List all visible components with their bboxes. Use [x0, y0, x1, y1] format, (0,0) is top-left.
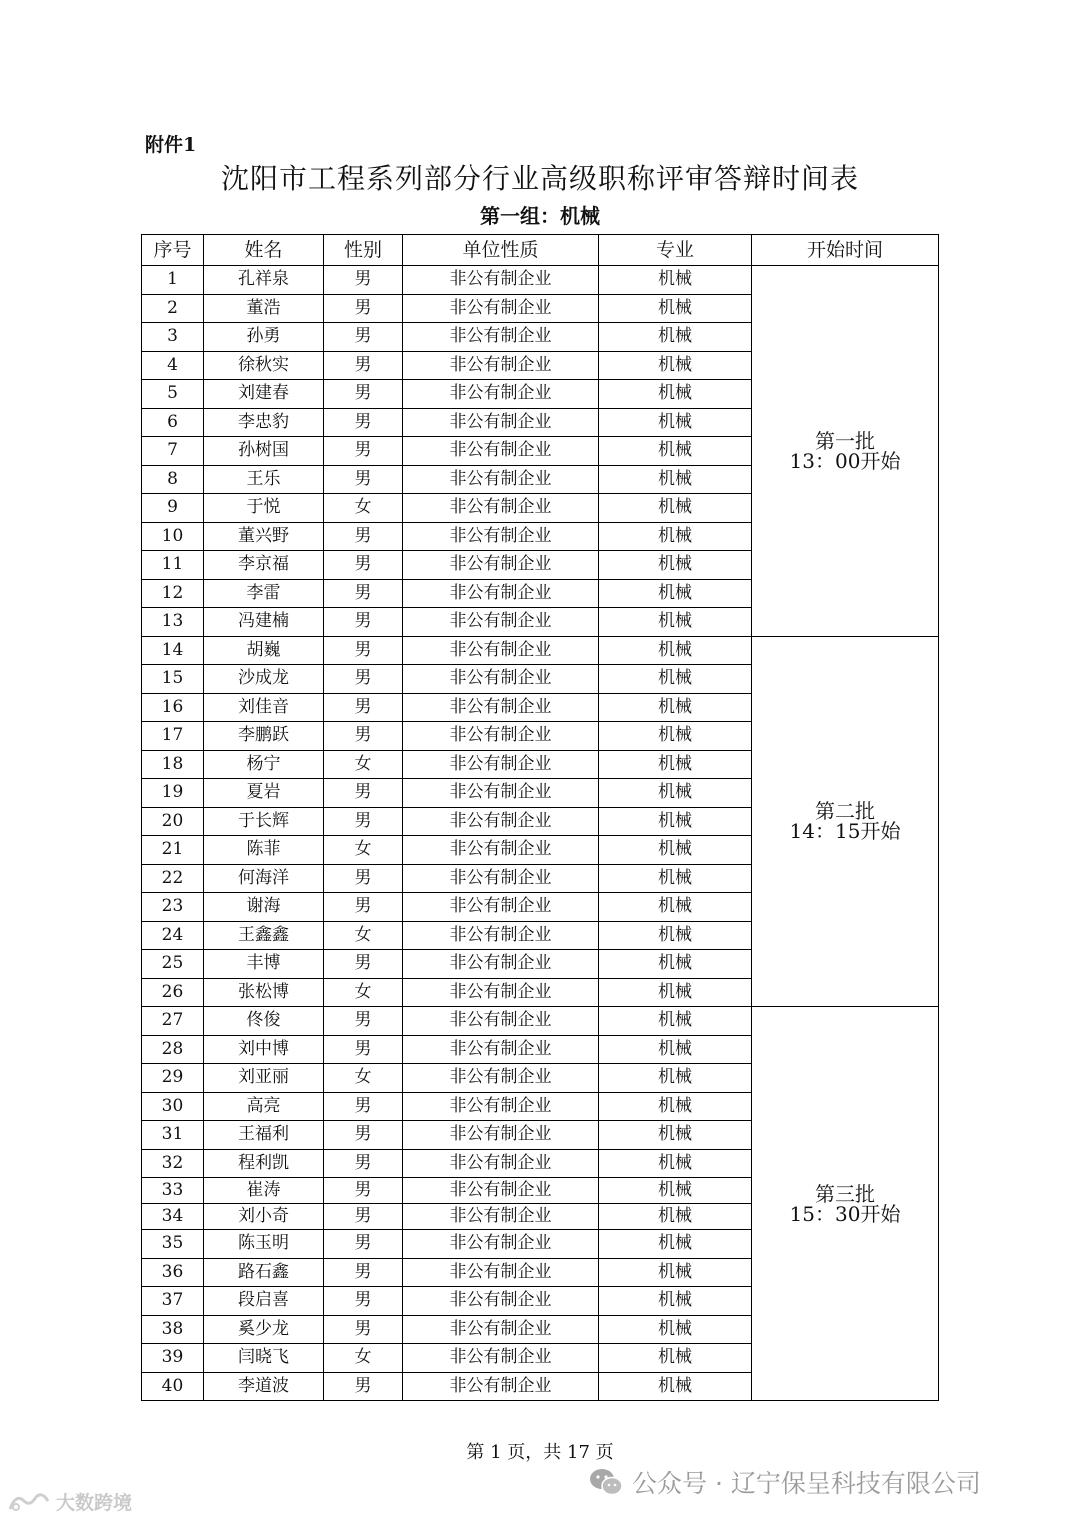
row-name: 于悦 — [204, 494, 324, 523]
row-name: 张松博 — [204, 978, 324, 1007]
row-unit-type: 非公有制企业 — [403, 1149, 599, 1178]
row-index: 21 — [142, 836, 204, 865]
row-index: 37 — [142, 1287, 204, 1316]
row-name: 陈玉明 — [204, 1230, 324, 1259]
row-index: 2 — [142, 294, 204, 323]
row-gender: 男 — [324, 693, 403, 722]
row-gender: 女 — [324, 494, 403, 523]
row-name: 王乐 — [204, 465, 324, 494]
row-index: 32 — [142, 1149, 204, 1178]
row-unit-type: 非公有制企业 — [403, 1315, 599, 1344]
row-name: 沙成龙 — [204, 665, 324, 694]
table-body — [142, 266, 939, 1401]
row-index: 16 — [142, 693, 204, 722]
row-name: 谢海 — [204, 893, 324, 922]
row-index: 36 — [142, 1258, 204, 1287]
row-major: 机械 — [599, 1204, 752, 1230]
row-major: 机械 — [599, 1035, 752, 1064]
row-name: 李雷 — [204, 579, 324, 608]
row-unit-type: 非公有制企业 — [403, 807, 599, 836]
row-major: 机械 — [599, 1315, 752, 1344]
row-index: 19 — [142, 779, 204, 808]
row-index: 7 — [142, 437, 204, 466]
row-unit-type: 非公有制企业 — [403, 836, 599, 865]
row-name: 孔祥泉 — [204, 266, 324, 295]
row-major: 机械 — [599, 921, 752, 950]
row-gender: 女 — [324, 1064, 403, 1093]
row-gender: 男 — [324, 323, 403, 352]
wechat-icon — [588, 1467, 624, 1497]
row-gender: 男 — [324, 1372, 403, 1401]
row-unit-type: 非公有制企业 — [403, 1204, 599, 1230]
row-gender: 男 — [324, 522, 403, 551]
row-gender: 女 — [324, 836, 403, 865]
schedule-table — [141, 234, 939, 1401]
row-gender: 男 — [324, 437, 403, 466]
row-major: 机械 — [599, 1064, 752, 1093]
row-name: 夏岩 — [204, 779, 324, 808]
row-major: 机械 — [599, 1092, 752, 1121]
watermark-logo-icon — [6, 1489, 52, 1515]
row-index: 3 — [142, 323, 204, 352]
attachment-label: 附件1 — [145, 134, 197, 156]
row-gender: 男 — [324, 1315, 403, 1344]
row-unit-type: 非公有制企业 — [403, 1344, 599, 1373]
row-gender: 男 — [324, 779, 403, 808]
row-gender: 男 — [324, 950, 403, 979]
row-unit-type: 非公有制企业 — [403, 1007, 599, 1036]
row-major: 机械 — [599, 807, 752, 836]
page-number: 第 1 页，共 17 页 — [466, 1442, 614, 1463]
row-name: 刘小奇 — [204, 1204, 324, 1230]
row-name: 丰博 — [204, 950, 324, 979]
row-gender: 女 — [324, 1344, 403, 1373]
row-index: 9 — [142, 494, 204, 523]
row-gender: 男 — [324, 1258, 403, 1287]
row-unit-type: 非公有制企业 — [403, 294, 599, 323]
row-name: 程利凯 — [204, 1149, 324, 1178]
row-name: 孙树国 — [204, 437, 324, 466]
column-header-major: 专业 — [599, 235, 752, 266]
row-unit-type: 非公有制企业 — [403, 950, 599, 979]
row-name: 佟俊 — [204, 1007, 324, 1036]
row-index: 26 — [142, 978, 204, 1007]
row-major: 机械 — [599, 579, 752, 608]
row-gender: 男 — [324, 266, 403, 295]
row-index: 10 — [142, 522, 204, 551]
row-name: 李道波 — [204, 1372, 324, 1401]
wechat-account-label: 公众号 · 辽宁保呈科技有限公司 — [632, 1469, 981, 1498]
row-unit-type: 非公有制企业 — [403, 266, 599, 295]
row-major: 机械 — [599, 1258, 752, 1287]
row-major: 机械 — [599, 351, 752, 380]
row-index: 4 — [142, 351, 204, 380]
row-name: 刘佳音 — [204, 693, 324, 722]
row-gender: 男 — [324, 807, 403, 836]
row-unit-type: 非公有制企业 — [403, 1064, 599, 1093]
table-row — [142, 636, 939, 665]
row-gender: 女 — [324, 978, 403, 1007]
row-major: 机械 — [599, 1344, 752, 1373]
row-unit-type: 非公有制企业 — [403, 380, 599, 409]
row-unit-type: 非公有制企业 — [403, 522, 599, 551]
row-name: 李京福 — [204, 551, 324, 580]
row-index: 14 — [142, 636, 204, 665]
row-index: 17 — [142, 722, 204, 751]
batch-name: 第一批 — [815, 428, 875, 453]
column-header-name: 姓名 — [204, 235, 324, 266]
row-name: 胡巍 — [204, 636, 324, 665]
row-unit-type: 非公有制企业 — [403, 1178, 599, 1204]
row-gender: 男 — [324, 1287, 403, 1316]
batch-start-time — [752, 1007, 939, 1401]
row-index: 40 — [142, 1372, 204, 1401]
row-unit-type: 非公有制企业 — [403, 408, 599, 437]
row-gender: 男 — [324, 636, 403, 665]
row-name: 刘建春 — [204, 380, 324, 409]
row-index: 5 — [142, 380, 204, 409]
row-gender: 男 — [324, 1035, 403, 1064]
row-gender: 男 — [324, 551, 403, 580]
row-gender: 女 — [324, 750, 403, 779]
row-name: 闫晓飞 — [204, 1344, 324, 1373]
wechat-account-badge — [588, 1464, 981, 1500]
row-name: 王鑫鑫 — [204, 921, 324, 950]
table-row — [142, 266, 939, 295]
row-gender: 男 — [324, 1121, 403, 1150]
row-unit-type: 非公有制企业 — [403, 608, 599, 637]
table-row — [142, 1007, 939, 1036]
row-unit-type: 非公有制企业 — [403, 722, 599, 751]
row-unit-type: 非公有制企业 — [403, 893, 599, 922]
row-name: 陈菲 — [204, 836, 324, 865]
row-name: 段启喜 — [204, 1287, 324, 1316]
row-index: 6 — [142, 408, 204, 437]
row-gender: 男 — [324, 579, 403, 608]
row-index: 12 — [142, 579, 204, 608]
row-unit-type: 非公有制企业 — [403, 978, 599, 1007]
row-major: 机械 — [599, 1121, 752, 1150]
row-name: 刘亚丽 — [204, 1064, 324, 1093]
row-major: 机械 — [599, 750, 752, 779]
row-gender: 男 — [324, 408, 403, 437]
row-major: 机械 — [599, 1287, 752, 1316]
row-gender: 男 — [324, 1178, 403, 1204]
row-index: 38 — [142, 1315, 204, 1344]
column-header-unit-type: 单位性质 — [403, 235, 599, 266]
row-unit-type: 非公有制企业 — [403, 665, 599, 694]
row-gender: 男 — [324, 864, 403, 893]
row-major: 机械 — [599, 722, 752, 751]
row-major: 机械 — [599, 408, 752, 437]
row-unit-type: 非公有制企业 — [403, 437, 599, 466]
row-unit-type: 非公有制企业 — [403, 323, 599, 352]
row-name: 孙勇 — [204, 323, 324, 352]
row-index: 11 — [142, 551, 204, 580]
page-title: 沈阳市工程系列部分行业高级职称评审答辩时间表 — [220, 162, 859, 195]
row-name: 冯建楠 — [204, 608, 324, 637]
row-index: 8 — [142, 465, 204, 494]
row-index: 22 — [142, 864, 204, 893]
row-gender: 男 — [324, 1007, 403, 1036]
row-major: 机械 — [599, 978, 752, 1007]
row-major: 机械 — [599, 437, 752, 466]
row-major: 机械 — [599, 380, 752, 409]
row-unit-type: 非公有制企业 — [403, 1287, 599, 1316]
column-header-gender: 性别 — [324, 235, 403, 266]
row-name: 路石鑫 — [204, 1258, 324, 1287]
row-major: 机械 — [599, 693, 752, 722]
row-gender: 男 — [324, 1149, 403, 1178]
row-index: 27 — [142, 1007, 204, 1036]
row-unit-type: 非公有制企业 — [403, 779, 599, 808]
row-major: 机械 — [599, 1230, 752, 1259]
row-name: 李忠豹 — [204, 408, 324, 437]
row-gender: 男 — [324, 294, 403, 323]
row-unit-type: 非公有制企业 — [403, 1121, 599, 1150]
row-unit-type: 非公有制企业 — [403, 465, 599, 494]
row-index: 39 — [142, 1344, 204, 1373]
column-header-index: 序号 — [142, 235, 204, 266]
column-header-start-time: 开始时间 — [752, 235, 939, 266]
row-unit-type: 非公有制企业 — [403, 636, 599, 665]
row-major: 机械 — [599, 465, 752, 494]
row-major: 机械 — [599, 893, 752, 922]
row-index: 15 — [142, 665, 204, 694]
row-name: 崔涛 — [204, 1178, 324, 1204]
row-index: 24 — [142, 921, 204, 950]
row-major: 机械 — [599, 950, 752, 979]
row-index: 23 — [142, 893, 204, 922]
row-index: 13 — [142, 608, 204, 637]
batch-start-time — [752, 636, 939, 1007]
batch-time: 13：00开始 — [789, 448, 901, 473]
row-unit-type: 非公有制企业 — [403, 1230, 599, 1259]
row-name: 杨宁 — [204, 750, 324, 779]
row-major: 机械 — [599, 1149, 752, 1178]
row-major: 机械 — [599, 522, 752, 551]
row-name: 刘中博 — [204, 1035, 324, 1064]
row-major: 机械 — [599, 494, 752, 523]
row-name: 王福利 — [204, 1121, 324, 1150]
batch-start-time — [752, 266, 939, 637]
row-index: 25 — [142, 950, 204, 979]
row-index: 18 — [142, 750, 204, 779]
row-unit-type: 非公有制企业 — [403, 494, 599, 523]
row-major: 机械 — [599, 1178, 752, 1204]
row-unit-type: 非公有制企业 — [403, 1372, 599, 1401]
watermark — [6, 1488, 132, 1515]
row-gender: 男 — [324, 1204, 403, 1230]
row-index: 31 — [142, 1121, 204, 1150]
row-index: 35 — [142, 1230, 204, 1259]
group-subtitle: 第一组：机械 — [480, 204, 600, 228]
row-unit-type: 非公有制企业 — [403, 579, 599, 608]
row-name: 董浩 — [204, 294, 324, 323]
row-index: 34 — [142, 1204, 204, 1230]
row-index: 20 — [142, 807, 204, 836]
row-unit-type: 非公有制企业 — [403, 921, 599, 950]
row-unit-type: 非公有制企业 — [403, 864, 599, 893]
row-gender: 男 — [324, 1092, 403, 1121]
row-name: 于长辉 — [204, 807, 324, 836]
row-major: 机械 — [599, 779, 752, 808]
row-major: 机械 — [599, 551, 752, 580]
row-name: 李鹏跃 — [204, 722, 324, 751]
row-gender: 男 — [324, 1230, 403, 1259]
row-gender: 男 — [324, 665, 403, 694]
row-unit-type: 非公有制企业 — [403, 750, 599, 779]
row-gender: 男 — [324, 722, 403, 751]
row-name: 何海洋 — [204, 864, 324, 893]
row-unit-type: 非公有制企业 — [403, 1092, 599, 1121]
row-unit-type: 非公有制企业 — [403, 1258, 599, 1287]
row-index: 29 — [142, 1064, 204, 1093]
row-unit-type: 非公有制企业 — [403, 1035, 599, 1064]
row-major: 机械 — [599, 864, 752, 893]
row-gender: 男 — [324, 608, 403, 637]
row-major: 机械 — [599, 266, 752, 295]
row-index: 28 — [142, 1035, 204, 1064]
row-major: 机械 — [599, 1372, 752, 1401]
row-index: 1 — [142, 266, 204, 295]
watermark-text: 大数跨境 — [56, 1492, 133, 1514]
row-name: 董兴野 — [204, 522, 324, 551]
row-unit-type: 非公有制企业 — [403, 351, 599, 380]
row-major: 机械 — [599, 836, 752, 865]
row-major: 机械 — [599, 636, 752, 665]
row-name: 高亮 — [204, 1092, 324, 1121]
row-unit-type: 非公有制企业 — [403, 551, 599, 580]
batch-time: 15：30开始 — [789, 1201, 901, 1226]
row-gender: 男 — [324, 351, 403, 380]
row-name: 奚少龙 — [204, 1315, 324, 1344]
row-gender: 女 — [324, 921, 403, 950]
table-header-row — [142, 235, 939, 266]
batch-time: 14：15开始 — [789, 819, 901, 844]
batch-name: 第二批 — [815, 799, 875, 824]
row-gender: 男 — [324, 380, 403, 409]
row-major: 机械 — [599, 323, 752, 352]
row-name: 徐秋实 — [204, 351, 324, 380]
row-index: 30 — [142, 1092, 204, 1121]
row-index: 33 — [142, 1178, 204, 1204]
row-major: 机械 — [599, 665, 752, 694]
row-gender: 男 — [324, 465, 403, 494]
batch-name: 第三批 — [815, 1181, 875, 1206]
row-major: 机械 — [599, 608, 752, 637]
row-gender: 男 — [324, 893, 403, 922]
row-major: 机械 — [599, 294, 752, 323]
row-major: 机械 — [599, 1007, 752, 1036]
row-unit-type: 非公有制企业 — [403, 693, 599, 722]
